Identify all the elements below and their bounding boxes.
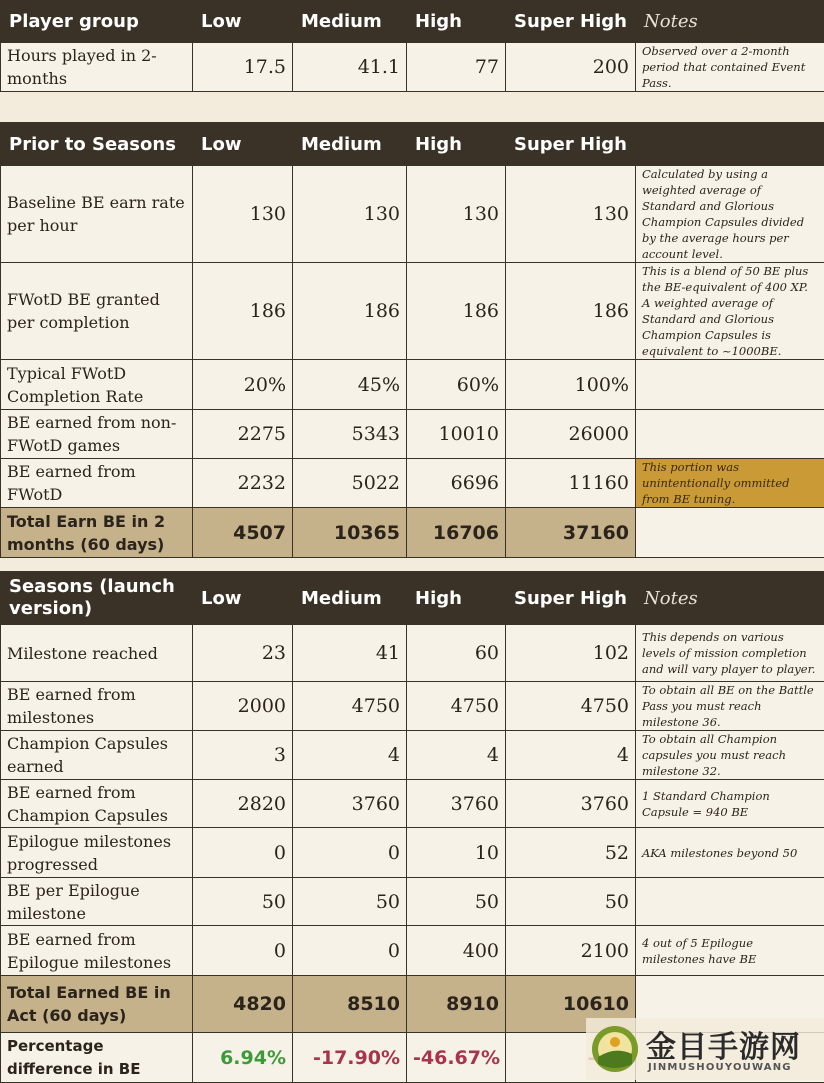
row-label: Baseline BE earn rate per hour (1, 166, 193, 263)
note-cell: To obtain all BE on the Battle Pass you must reach milestone 36. (636, 682, 824, 731)
row-label: BE earned from Epilogue milestones (1, 926, 193, 976)
watermark-english-text: JINMUSHOUYOUWANG (648, 1062, 792, 1073)
value-cell: 20% (193, 360, 293, 410)
value-cell: 400 (407, 926, 506, 976)
value-cell: 23 (193, 625, 293, 682)
value-cell: 102 (506, 625, 636, 682)
table-row (1, 828, 824, 878)
total-value: 10365 (293, 508, 407, 558)
header-cell: Super High (506, 1, 636, 43)
percentage-value: 6.94% (193, 1033, 293, 1083)
value-cell: 60% (407, 360, 506, 410)
total-value: 10610 (506, 976, 636, 1033)
value-cell: 4750 (506, 682, 636, 731)
value-cell: 26000 (506, 410, 636, 459)
note-cell (636, 410, 824, 459)
prior-to-seasons-table (0, 122, 824, 558)
row-label: Milestone reached (1, 625, 193, 682)
value-cell: 3760 (407, 780, 506, 828)
value-cell: 50 (293, 878, 407, 926)
row-label: BE earned from milestones (1, 682, 193, 731)
value-cell: 130 (293, 166, 407, 263)
value-cell: 4 (506, 731, 636, 780)
note-cell: This depends on various levels of mission completion and will vary player to player. (636, 625, 824, 682)
value-cell: 130 (407, 166, 506, 263)
header-cell: Prior to Seasons (1, 123, 193, 166)
value-cell: 50 (506, 878, 636, 926)
total-label: Total Earn BE in 2 months (60 days) (1, 508, 193, 558)
value-cell: 0 (193, 828, 293, 878)
header-cell: Low (193, 123, 293, 166)
value-cell: 60 (407, 625, 506, 682)
value-cell: 10010 (407, 410, 506, 459)
row-label: BE earned from Champion Capsules (1, 780, 193, 828)
table-row (1, 625, 824, 682)
note-cell (636, 878, 824, 926)
header-cell: Medium (293, 1, 407, 43)
value-cell: 2275 (193, 410, 293, 459)
value-cell: 3 (193, 731, 293, 780)
header-cell: Super High (506, 572, 636, 625)
value-cell: 11160 (506, 459, 636, 508)
value-cell: 3760 (293, 780, 407, 828)
value-cell: 3760 (506, 780, 636, 828)
table-row (1, 360, 824, 410)
note-cell: This is a blend of 50 BE plus the BE-equivalent of 400 XP. A weighted average of Standard and Glorious Champion Capsules is equivalent to ~1000BE. (636, 263, 824, 360)
row-label: Typical FWotD Completion Rate (1, 360, 193, 410)
total-value: 4507 (193, 508, 293, 558)
highlighted-note-cell: This portion was unintentionally ommitted from BE tuning. (636, 459, 824, 508)
notes-header: Notes (636, 1, 824, 43)
table-row (1, 682, 824, 731)
table-row (1, 166, 824, 263)
table-row (1, 410, 824, 459)
value-cell: 4750 (293, 682, 407, 731)
note-cell: AKA milestones beyond 50 (636, 828, 824, 878)
value-cell: 2232 (193, 459, 293, 508)
percentage-label: Percentage difference in BE (1, 1033, 193, 1083)
table-row (1, 878, 824, 926)
header-cell: Low (193, 572, 293, 625)
note-cell: To obtain all Champion capsules you must reach milestone 32. (636, 731, 824, 780)
value-cell: 130 (193, 166, 293, 263)
total-value: 4820 (193, 976, 293, 1033)
value-cell: 2100 (506, 926, 636, 976)
value-cell: 17.5 (193, 43, 293, 92)
table-row (1, 459, 824, 508)
row-label: BE per Epilogue milestone (1, 878, 193, 926)
watermark (586, 1018, 824, 1080)
watermark-chinese-text: 金目手游网 (646, 1022, 801, 1066)
row-label: BE earned from FWotD (1, 459, 193, 508)
table-row (1, 263, 824, 360)
note-cell (636, 360, 824, 410)
total-label: Total Earned BE in Act (60 days) (1, 976, 193, 1033)
seasons-launch-table (0, 571, 824, 1083)
player-group-table (0, 0, 824, 92)
value-cell: 100% (506, 360, 636, 410)
value-cell: 50 (407, 878, 506, 926)
value-cell: 186 (293, 263, 407, 360)
header-cell: Player group (1, 1, 193, 43)
note-cell: Observed over a 2-month period that contained Event Pass. (636, 43, 824, 92)
percentage-value: -17.90% (293, 1033, 407, 1083)
row-label: BE earned from non-FWotD games (1, 410, 193, 459)
value-cell: 41 (293, 625, 407, 682)
value-cell: 186 (193, 263, 293, 360)
note-cell: 4 out of 5 Epilogue milestones have BE (636, 926, 824, 976)
value-cell: 186 (506, 263, 636, 360)
note-cell: 1 Standard Champion Capsule = 940 BE (636, 780, 824, 828)
value-cell: 6696 (407, 459, 506, 508)
header-cell: Super High (506, 123, 636, 166)
value-cell: 4 (407, 731, 506, 780)
value-cell: 45% (293, 360, 407, 410)
value-cell: 77 (407, 43, 506, 92)
value-cell: 5343 (293, 410, 407, 459)
notes-header (636, 123, 824, 166)
total-value: 16706 (407, 508, 506, 558)
table-row (1, 731, 824, 780)
value-cell: 5022 (293, 459, 407, 508)
value-cell: 4750 (407, 682, 506, 731)
note-cell: Calculated by using a weighted average of Standard and Glorious Champion Capsules divided by the average hours per account level. (636, 166, 824, 263)
header-cell: Low (193, 1, 293, 43)
header-row (1, 1, 824, 43)
total-value: 8510 (293, 976, 407, 1033)
watermark-logo-icon (590, 1024, 640, 1074)
value-cell: 2000 (193, 682, 293, 731)
value-cell: 130 (506, 166, 636, 263)
value-cell: 52 (506, 828, 636, 878)
table-row (1, 43, 824, 92)
header-cell: Seasons (launch version) (1, 572, 193, 625)
row-label: FWotD BE granted per completion (1, 263, 193, 360)
total-row (1, 508, 824, 558)
table-row (1, 926, 824, 976)
value-cell: 0 (293, 828, 407, 878)
total-value: 37160 (506, 508, 636, 558)
total-value: 8910 (407, 976, 506, 1033)
header-row (1, 572, 824, 625)
notes-header: Notes (636, 572, 824, 625)
value-cell: 4 (293, 731, 407, 780)
percentage-value: -46.67% (407, 1033, 506, 1083)
value-cell: 50 (193, 878, 293, 926)
header-row (1, 123, 824, 166)
row-label: Epilogue milestones progressed (1, 828, 193, 878)
row-label: Champion Capsules earned (1, 731, 193, 780)
header-cell: Medium (293, 572, 407, 625)
header-cell: Medium (293, 123, 407, 166)
row-label: Hours played in 2-months (1, 43, 193, 92)
value-cell: 200 (506, 43, 636, 92)
value-cell: 186 (407, 263, 506, 360)
header-cell: High (407, 572, 506, 625)
value-cell: 0 (193, 926, 293, 976)
header-cell: High (407, 1, 506, 43)
header-cell: High (407, 123, 506, 166)
value-cell: 10 (407, 828, 506, 878)
table-row (1, 780, 824, 828)
value-cell: 2820 (193, 780, 293, 828)
value-cell: 0 (293, 926, 407, 976)
note-cell (636, 508, 824, 558)
value-cell: 41.1 (293, 43, 407, 92)
